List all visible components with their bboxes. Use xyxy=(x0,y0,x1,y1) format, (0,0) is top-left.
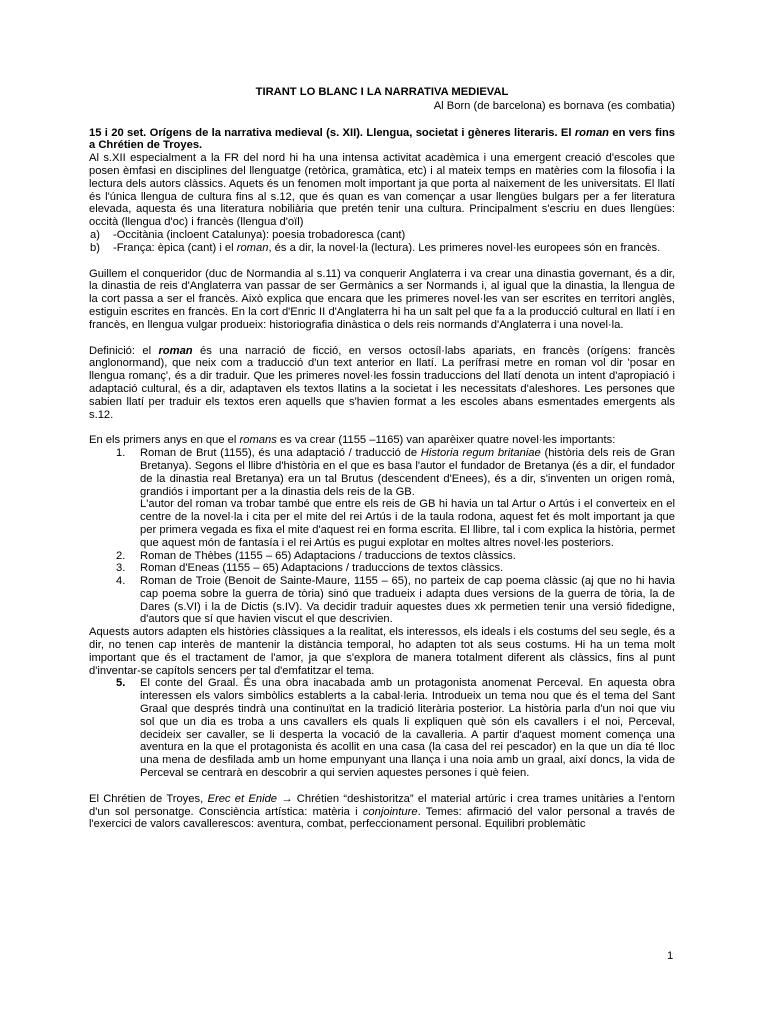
list-item: 5. El conte del Graal. És una obra inacabada amb un protagonista anomenat Perceval. En aquesta obra interessen els valors simbòlics establerts a la cabal·leria. Introdueix un tema nou que és el tema del Sant Graal que després tindrà una continuïtat en la tradició literària posterior. La història parla d'un noi que viu sol que un dia es troba a uns cavallers els quals li expliquen què són els cavallers i el noi, Perceval, decideix ser cavaller, se li desperta la vocació de la cavalleria. A partir d'aquest moment comença una aventura en la que el protagonista és acollit en una casa (la casa del rei pescador) en la que un dia té lloc una mena de desfilada amb un home empunyant una llança i una noia amb un graal, així doncs, la vida de Perceval se centrarà en descobrir a qui servien aquestes persones i què feien. xyxy=(116,677,675,780)
section-heading: 15 i 20 set. Orígens de la narrativa medieval (s. XII). Llengua, societat i gèneres literaris. El roman en vers fins a Chrétien de Troyes. xyxy=(89,126,675,152)
document-title: TIRANT LO BLANC I LA NARRATIVA MEDIEVAL xyxy=(255,86,509,98)
early-novels-paragraph: En els primers anys en que el romans es va crear (1155 –1165) van aparèixer quatre novel·les importants: xyxy=(89,434,616,447)
list-item: 3. Roman d'Eneas (1155 – 65) Adaptacions / traduccions de textos clàssics. xyxy=(116,562,504,575)
list-item: 2. Roman de Thèbes (1155 – 65) Adaptacions / traduccions de textos clàssics. xyxy=(116,549,516,562)
list-item: b) -França: èpica (cant) i el roman, és a dir, la novel·la (lectura). Les primeres novel·les europees són en francès. xyxy=(90,241,661,254)
arrow-icon: → xyxy=(281,792,293,805)
guillem-paragraph: Guillem el conqueridor (duc de Normandia al s.11) va conquerir Anglaterra i va crear una dinastia governant, és a dir, la dinastia de reis d'Anglaterra van passar de ser Germànics a ser Normands i, al igual que la dinastia, la llengua de la cort passa a ser el francès. Això explica que encara que les primeres novel·les van ser escrites en territori anglès, estiguin escrites en francès. En la cort d'Enric II d'Anglaterra hi ha un salt pel que fa a la producció cultural en llatí i en francès, en llengua vulgar produeix: historiografia dinàstica o dels reis normands d'Anglaterra i una novel·la. xyxy=(89,267,675,331)
page-number: 1 xyxy=(667,950,674,962)
document-subtitle: Al Born (de barcelona) es bornava (es combatia) xyxy=(433,99,675,112)
intro-paragraph: Al s.XII especialment a la FR del nord hi ha una intensa activitat acadèmica i una emergent creació d'escoles que posen èmfasi en disciplines del llenguatge (retòrica, gramàtica, etc) i al mateix temps en matèries com la filosofia i la lectura dels autors clàssics. Aquets és un fenomen molt important ja que porta al naixement de les universitats. El llatí és l'única llengua de cultura fins al s.12, que és quan es van començar a usar llengües bulgars per a fer literatura elevada, aquesta és una literatura nobiliària que pretén tenir una cultura. Principalment s'escriu en dues llengües: occità (llengua d'oc) i francès (llengua d'oïl) xyxy=(89,152,675,229)
definition-paragraph: Definició: el roman és una narració de ficció, en versos octosíl·labs apariats, en francès (orígens: francès anglonormand), que neix com a traducció d'un text anterior en llatí. La perífrasi metre en roman vol dir 'posar en llengua romanç', és a dir traduir. Que les primeres novel·les fossin traduccions del llatí denota un intent d'apropiació i adaptació cultural, és a dir, adaptaven els textos llatins a la societat i les necessitats d'aleshores. Les persones que sabien llatí per traduir els textos eren aquells que s'havien format a les escoles abans esmentades emergents als s.12. xyxy=(89,344,676,421)
list-item: a) -Occitània (incloent Catalunya): poesia trobadoresca (cant) xyxy=(90,228,406,241)
novels-list xyxy=(116,447,675,626)
document-page xyxy=(89,86,675,831)
list-item: 1. Roman de Brut (1155), és una adaptació / traducció de Historia regum britaniae (història dels reis de Gran Bretanya). Segons el llibre d'història en el que es basa l'autor el fundador de Bretanya (és a dir, el fundador de la dinastia real Bretanya) era un tal Brutus (descendent d'Enees), és a dir, s'inventen un origen romà, grandiós i important per a la dinastia dels reis de la GB. L'autor del roman va trobar també que entre els reis de GB hi havia un tal Artur o Artús i el converteix en el centre de la novel·la i cita per el mite del rei Artús i de la taula rodona, aquest fet és molt important ja que per primera vegada es fixa el mite d'aquest rei en forma escrita. El llibre, tal i com explica la història, permet que aquest món de fantasía i el rei Artús es pugui explotar en moltes altres novel·les posteriors. xyxy=(116,447,675,549)
list-item: 4. Roman de Troie (Benoit de Sainte-Maure, 1155 – 65), no parteix de cap poema clàssic (aj que no hi havia cap poema sobre la guerra de tòria) sinó que tradueix i adapta dues versions de la guerra de tòria, la de Dares (s.VI) i la de Dictis (s.IV). Va decidir traduir aquestes dues xk permetien tenir una versió fidedigne, d'autors que sí que havien viscut el que descrivien. xyxy=(116,575,675,626)
chretien-paragraph: El Chrétien de Troyes, Erec et Enide → Chrétien “deshistoritza” el material artúric i crea trames unitàries a l'entorn d'un sol personatge. Consciència artística: matèria i conjointure. Temes: afirmació del valor personal a través de l'exercici de valors cavallerescos: aventura, combat, perfeccionament personal. Equilibri problemàtic xyxy=(89,792,676,831)
adaptation-paragraph: Aquests autors adapten els històries clàssiques a la realitat, els interessos, els ideals i els costums del seu segle, és a dir, no tenen cap interès de mantenir la distància temporal, ho adapten tot als seus costums. Hi ha un tema molt important que és el tractament de l'amor, ja que s'explora de manera totalment diferent als clàssics, fins al punt d'inventar-se capítols sencers per tal d'emfatitzar el tema. xyxy=(89,626,675,677)
language-list xyxy=(89,229,675,255)
novels-list-continued xyxy=(116,677,675,779)
